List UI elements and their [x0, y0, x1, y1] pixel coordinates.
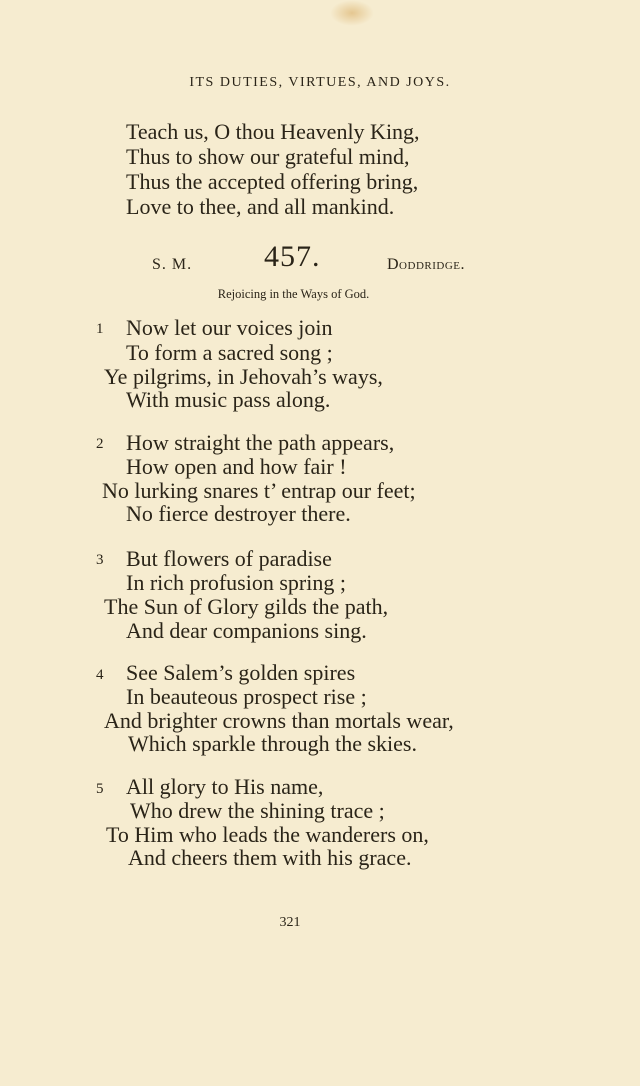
verse-line: To form a sacred song ;: [126, 340, 333, 365]
verse-line: And brighter crowns than mortals wear,: [104, 708, 454, 733]
verse-line: Thus the accepted offering bring,: [126, 169, 419, 194]
verse-line: The Sun of Glory gilds the path,: [104, 594, 389, 619]
hymn-author: Doddridge.: [387, 256, 465, 273]
verse-line: Which sparkle through the skies.: [128, 731, 417, 756]
verse-line: All glory to His name,: [126, 774, 324, 799]
verse-line: And dear companions sing.: [126, 618, 367, 643]
verse-line: To Him who leads the wanderers on,: [106, 822, 429, 847]
stanza-number: 1: [96, 321, 104, 337]
verse-line: With music pass along.: [126, 387, 331, 412]
stanza-number: 4: [96, 667, 104, 683]
verse-line: But flowers of paradise: [126, 546, 332, 571]
verse-line: See Salem’s golden spires: [126, 660, 356, 685]
stanza-number: 3: [96, 552, 104, 568]
stanza-number: 5: [96, 781, 104, 797]
hymn-meter: S. M.: [152, 256, 193, 273]
hymn-number: 457.: [264, 240, 321, 273]
verse-line: In rich profusion spring ;: [126, 570, 346, 595]
running-head: ITS DUTIES, VIRTUES, AND JOYS.: [189, 75, 451, 90]
verse-line: Thus to show our grateful mind,: [126, 144, 410, 169]
verse-line: Teach us, O thou Heavenly King,: [126, 119, 420, 144]
verse-line: Love to thee, and all mankind.: [126, 194, 395, 219]
verse-line: And cheers them with his grace.: [128, 845, 412, 870]
verse-line: Ye pilgrims, in Jehovah’s ways,: [104, 364, 383, 389]
paper-stain: [330, 0, 374, 26]
hymn-title: Rejoicing in the Ways of God.: [217, 287, 370, 301]
verse-line: Who drew the shining trace ;: [130, 798, 385, 823]
verse-line: No lurking snares t’ entrap our feet;: [102, 478, 416, 503]
verse-line: No fierce destroyer there.: [126, 501, 351, 526]
verse-line: In beauteous prospect rise ;: [126, 684, 367, 709]
page-number: 321: [279, 915, 301, 930]
stanza-number: 2: [96, 436, 104, 452]
verse-line: How straight the path appears,: [126, 430, 395, 455]
verse-line: Now let our voices join: [126, 315, 333, 340]
verse-line: How open and how fair !: [126, 454, 347, 479]
